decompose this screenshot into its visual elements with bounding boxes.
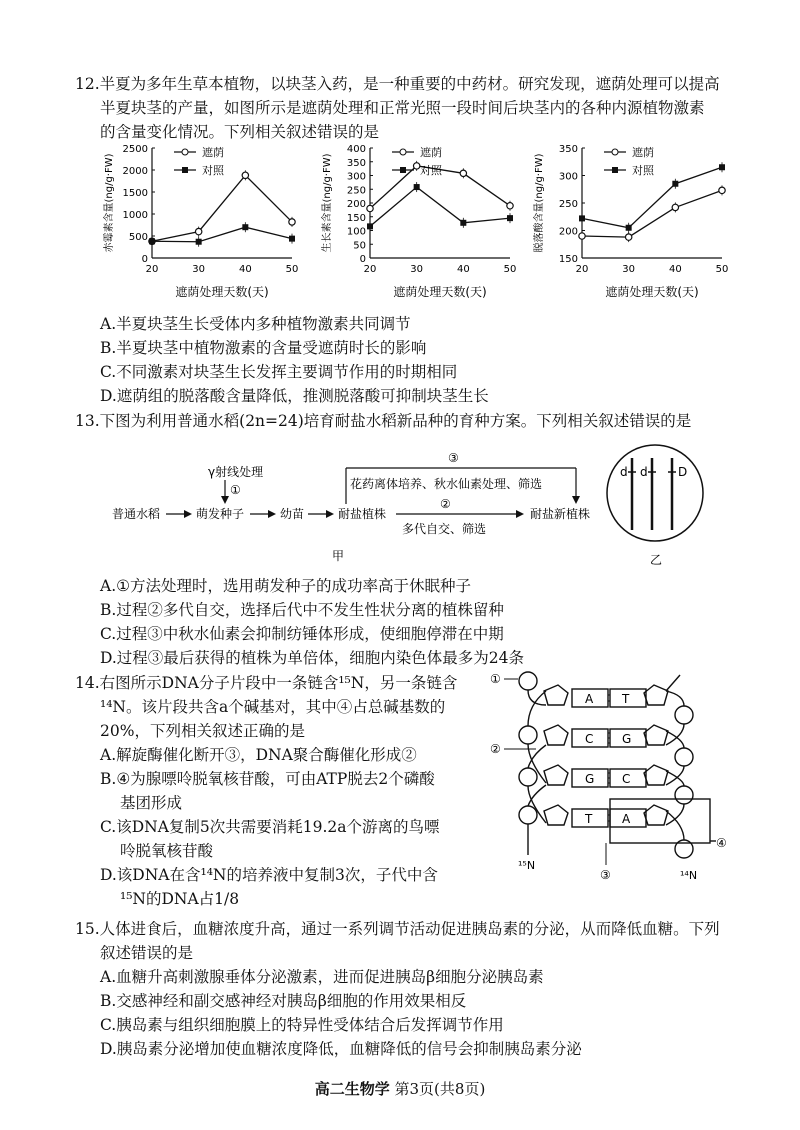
node-germinating-seed: 萌发种子 <box>196 507 245 521</box>
label-3: ③ <box>600 868 611 882</box>
data-point-control <box>579 215 585 221</box>
legend-marker-control <box>612 167 618 173</box>
node-salt-tolerant: 耐盐植株 <box>338 507 387 521</box>
x-axis-label: 遮荫处理天数(天) <box>175 285 269 299</box>
q14-option-d-cont: ¹⁵N的DNA占1/8 <box>120 890 240 908</box>
q13-option-b: B.过程②多代自交，选择后代中不发生性状分离的植株留种 <box>100 601 504 619</box>
legend-label-control: 对照 <box>632 164 654 177</box>
y-axis-label: 赤霉素含量(ng/g·FW) <box>104 153 115 253</box>
node-normal-rice: 普通水稻 <box>112 507 161 521</box>
q14-option-d: D.该DNA在含¹⁴N的培养液中复制3次，子代中含 <box>100 866 438 884</box>
q15-option-a: A.血糖升高刺激腺垂体分泌激素，进而促进胰岛β细胞分泌胰岛素 <box>100 968 544 986</box>
base-left-3: G <box>585 772 595 786</box>
q13-stem: 13.下图为利用普通水稻(2n=24)培育耐盐水稻新品种的育种方案。下列相关叙述错误的是 <box>75 412 692 430</box>
y-tick-label: 400 <box>346 144 366 155</box>
chart-auxin <box>320 144 516 299</box>
base-left-2: C <box>585 732 594 746</box>
right-strand-label: ¹⁴N <box>680 869 698 882</box>
base-right-4: A <box>622 812 631 826</box>
y-tick-label: 200 <box>346 199 366 210</box>
path-2-label: 多代自交、筛选 <box>402 522 487 536</box>
path-3-label: 花药离体培养、秋水仙素处理、筛选 <box>350 477 543 491</box>
x-tick-label: 20 <box>575 264 589 275</box>
base-left-4: T <box>585 812 593 826</box>
y-tick-label: 1000 <box>122 210 148 221</box>
base-right-3: C <box>622 772 631 786</box>
y-tick-label: 2000 <box>122 166 148 177</box>
base-left-1: A <box>585 692 594 706</box>
data-point-shade <box>507 203 513 209</box>
data-point-shade <box>719 187 725 193</box>
node-new-plant: 耐盐新植株 <box>530 507 591 521</box>
q12-option-b: B.半夏块茎中植物激素的含量受遮荫时长的影响 <box>100 339 427 357</box>
q14-stem-line-3: 20%，下列相关叙述正确的是 <box>100 722 305 740</box>
q15-option-b: B.交感神经和副交感神经对胰岛β细胞的作用效果相反 <box>100 992 467 1010</box>
x-axis-label: 遮荫处理天数(天) <box>605 285 699 299</box>
circle-3: ③ <box>448 451 459 465</box>
q14-option-c-cont: 呤脱氧核苷酸 <box>120 842 214 860</box>
legend-label-control: 对照 <box>202 164 224 177</box>
y-tick-label: 200 <box>558 226 578 238</box>
y-tick-label: 250 <box>558 199 578 210</box>
footer-subject: 高二生物学 <box>314 1080 390 1098</box>
y-tick-label: 350 <box>558 144 578 155</box>
x-tick-label: 50 <box>285 264 299 275</box>
data-point-shade <box>242 172 248 178</box>
series-line-shade <box>152 175 292 241</box>
q15-option-d: D.胰岛素分泌增加使血糖浓度降低，血糖降低的信号会抑制胰岛素分泌 <box>100 1040 582 1058</box>
data-point-shade <box>413 163 419 169</box>
footer-page: 第3页(共8页) <box>394 1080 486 1098</box>
y-tick-label: 350 <box>346 157 366 169</box>
data-point-shade <box>672 204 678 210</box>
x-tick-label: 30 <box>410 264 424 275</box>
q12-option-a: A.半夏块茎生长受体内多种植物激素共同调节 <box>100 315 411 333</box>
y-tick-label: 0 <box>141 254 148 265</box>
y-axis-label: 生长素含量(ng/g·FW) <box>322 153 333 253</box>
left-strand-label: ¹⁵N <box>518 859 536 872</box>
x-tick-label: 40 <box>668 264 682 275</box>
allele-1: d <box>620 465 628 479</box>
circle-1: ① <box>230 483 241 497</box>
q12-charts <box>100 140 760 310</box>
data-point-control <box>242 224 248 230</box>
x-tick-label: 30 <box>622 264 636 275</box>
q12-stem-line-3: 的含量变化情况。下列相关叙述错误的是 <box>100 123 380 141</box>
label-4: ④ <box>716 836 727 850</box>
chart-abscisic-acid <box>532 144 728 299</box>
q15-option-c: C.胰岛素与组织细胞膜上的特异性受体结合后发挥调节作用 <box>100 1016 504 1034</box>
y-tick-label: 100 <box>346 226 366 238</box>
x-tick-label: 40 <box>238 264 252 275</box>
data-point-control <box>196 239 202 245</box>
ray-label: γ射线处理 <box>208 465 264 479</box>
q15-stem-line-1: 15.人体进食后，血糖浓度升高，通过一系列调节活动促进胰岛素的分泌，从而降低血糖。下列 <box>75 920 720 938</box>
data-point-shade <box>460 170 466 176</box>
series-line-control <box>370 187 510 226</box>
q13-option-a: A.①方法处理时，选用萌发种子的成功率高于休眠种子 <box>100 577 472 595</box>
q13-option-c: C.过程③中秋水仙素会抑制纺锤体形成，使细胞停滞在中期 <box>100 625 504 643</box>
y-tick-label: 2500 <box>122 144 148 155</box>
x-tick-label: 20 <box>145 264 159 275</box>
q12-option-c: C.不同激素对块茎生长发挥主要调节作用的时期相同 <box>100 363 458 381</box>
q14-stem-line-1: 14.右图所示DNA分子片段中一条链含¹⁵N，另一条链含 <box>75 674 458 692</box>
data-point-control <box>507 215 513 221</box>
data-point-shade <box>367 205 373 211</box>
q13-option-d: D.过程③最后获得的植株为单倍体，细胞内染色体最多为24条 <box>100 649 525 667</box>
allele-2: d <box>640 465 648 479</box>
chart-gibberellin <box>102 144 298 299</box>
q15-stem-line-2: 叙述错误的是 <box>100 944 194 962</box>
y-tick-label: 250 <box>346 185 366 197</box>
y-tick-label: 300 <box>558 171 578 183</box>
data-point-control <box>367 223 373 229</box>
data-point-shade <box>289 219 295 225</box>
legend-marker-shade <box>400 149 406 155</box>
q14-stem-line-2: ¹⁴N。该片段共含a个碱基对，其中④占总碱基数的 <box>100 698 446 716</box>
node-seedling: 幼苗 <box>280 507 305 521</box>
legend-marker-control <box>400 167 406 173</box>
data-point-control <box>719 164 725 170</box>
circle-2: ② <box>440 497 451 511</box>
data-point-control <box>626 225 632 231</box>
series-line-shade <box>582 190 722 237</box>
y-tick-label: 500 <box>128 232 148 243</box>
x-tick-label: 50 <box>503 264 517 275</box>
dna-diagram <box>488 665 738 885</box>
allele-3: D <box>678 465 688 479</box>
data-point-shade <box>195 228 201 234</box>
q12-option-d: D.遮荫组的脱落酸含量降低，推测脱落酸可抑制块茎生长 <box>100 387 489 405</box>
y-tick-label: 50 <box>353 240 366 252</box>
label-jia: 甲 <box>332 549 345 563</box>
data-point-shade <box>625 234 631 240</box>
q14-option-b-cont: 基团形成 <box>120 794 183 812</box>
legend-marker-shade <box>612 149 618 155</box>
data-point-shade <box>579 233 585 239</box>
label-1: ① <box>490 672 501 686</box>
x-tick-label: 20 <box>363 264 377 275</box>
y-axis-label: 脱落酸含量(ng/g·FW) <box>534 153 545 253</box>
page-footer <box>0 1078 800 1099</box>
label-yi: 乙 <box>650 553 663 567</box>
legend-marker-control <box>182 167 188 173</box>
y-tick-label: 150 <box>558 254 578 265</box>
data-point-control <box>672 181 678 187</box>
y-tick-label: 150 <box>346 212 366 224</box>
legend-label-control: 对照 <box>420 164 442 177</box>
base-right-2: G <box>622 732 632 746</box>
q14-option-c: C.该DNA复制5次共需要消耗19.2a个游离的鸟嘌 <box>100 818 440 836</box>
y-tick-label: 1500 <box>122 188 148 199</box>
q12-stem-line-2: 半夏块茎的产量，如图所示是遮荫处理和正常光照一段时间后块茎内的各种内源植物激素 <box>100 99 705 117</box>
q12-stem-line-1: 12.半夏为多年生草本植物，以块茎入药，是一种重要的中药材。研究发现，遮荫处理可以提高 <box>75 75 720 93</box>
base-right-1: T <box>622 692 630 706</box>
y-tick-label: 0 <box>359 254 366 265</box>
data-point-control <box>149 238 155 244</box>
q13-breeding-diagram <box>100 438 740 578</box>
legend-marker-shade <box>182 149 188 155</box>
x-tick-label: 40 <box>456 264 470 275</box>
cell-circle <box>607 445 703 541</box>
x-axis-label: 遮荫处理天数(天) <box>393 285 487 299</box>
q14-option-a: A.解旋酶催化断开③，DNA聚合酶催化形成② <box>100 746 417 764</box>
data-point-control <box>289 236 295 242</box>
label-2: ② <box>490 742 501 756</box>
data-point-control <box>460 220 466 226</box>
legend-label-shade: 遮荫 <box>632 146 654 159</box>
x-tick-label: 30 <box>192 264 206 275</box>
y-tick-label: 300 <box>346 171 366 183</box>
series-line-control <box>152 227 292 242</box>
q14-option-b: B.④为腺嘌呤脱氧核苷酸，可由ATP脱去2个磷酸 <box>100 770 435 788</box>
x-tick-label: 50 <box>715 264 729 275</box>
legend-label-shade: 遮荫 <box>420 146 442 159</box>
data-point-control <box>414 184 420 190</box>
legend-label-shade: 遮荫 <box>202 146 224 159</box>
